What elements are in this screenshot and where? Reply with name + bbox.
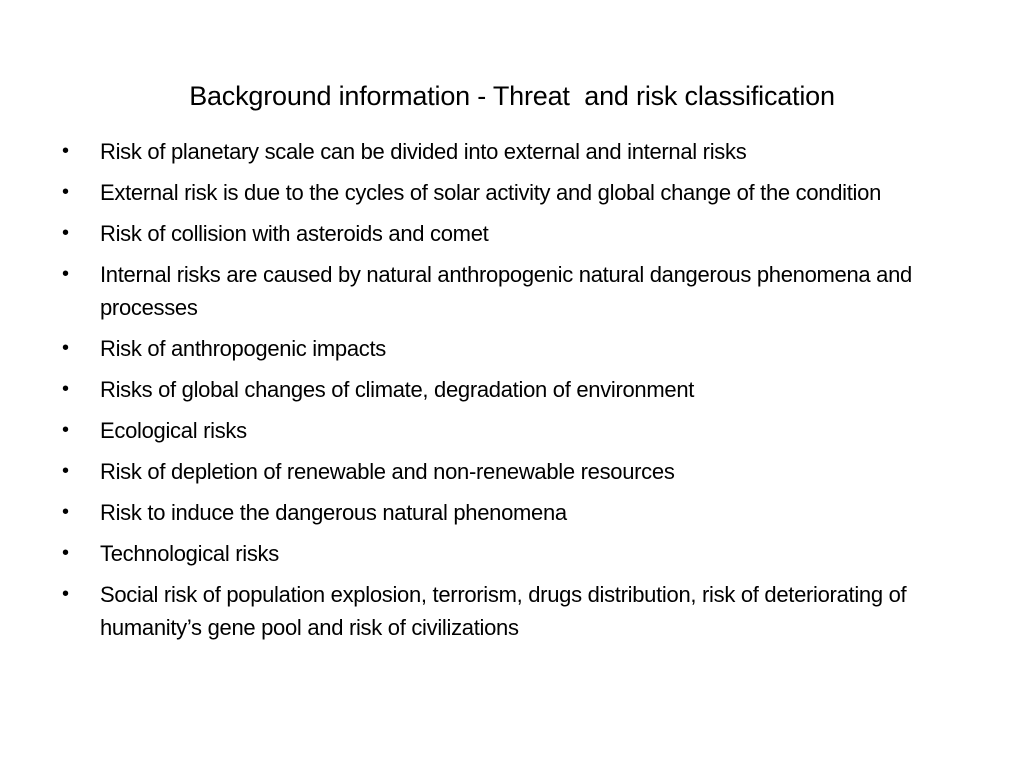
bullet-dot-icon: •	[62, 181, 69, 203]
bullet-text: Technological risks	[100, 541, 279, 566]
bullet-dot-icon: •	[62, 140, 69, 162]
bullet-item	[62, 373, 962, 406]
bullet-text: External risk is due to the cycles of solar activity and global change of the condition	[100, 180, 882, 205]
bullet-item	[62, 455, 962, 488]
slide-title: Background information - Threat and risk classification	[189, 81, 835, 111]
bullet-dot-icon: •	[62, 460, 69, 482]
bullet-text: Internal risks are caused by natural anthropogenic natural dangerous phenomena and processes	[100, 262, 912, 320]
bullet-text: Ecological risks	[100, 418, 247, 443]
bullet-dot-icon: •	[62, 263, 69, 285]
bullet-list	[62, 135, 962, 652]
bullet-text: Risk to induce the dangerous natural phenomena	[100, 500, 567, 525]
bullet-item	[62, 217, 962, 250]
bullet-text: Risk of planetary scale can be divided into external and internal risks	[100, 139, 747, 164]
bullet-item	[62, 176, 962, 209]
bullet-item	[62, 537, 962, 570]
bullet-dot-icon: •	[62, 501, 69, 523]
bullet-item	[62, 496, 962, 529]
bullet-text: Risk of collision with asteroids and comet	[100, 221, 489, 246]
bullet-text: Risk of depletion of renewable and non-renewable resources	[100, 459, 675, 484]
bullet-dot-icon: •	[62, 378, 69, 400]
bullet-dot-icon: •	[62, 542, 69, 564]
bullet-item	[62, 135, 962, 168]
bullet-item	[62, 578, 962, 644]
bullet-dot-icon: •	[62, 583, 69, 605]
bullet-dot-icon: •	[62, 419, 69, 441]
bullet-text: Social risk of population explosion, terrorism, drugs distribution, risk of deteriorating of humanity’s gene pool and risk of civilizations	[100, 582, 907, 640]
bullet-text: Risks of global changes of climate, degradation of environment	[100, 377, 695, 402]
bullet-dot-icon: •	[62, 222, 69, 244]
bullet-item	[62, 414, 962, 447]
bullet-dot-icon: •	[62, 337, 69, 359]
bullet-text: Risk of anthropogenic impacts	[100, 336, 387, 361]
bullet-item	[62, 258, 962, 324]
bullet-item	[62, 332, 962, 365]
